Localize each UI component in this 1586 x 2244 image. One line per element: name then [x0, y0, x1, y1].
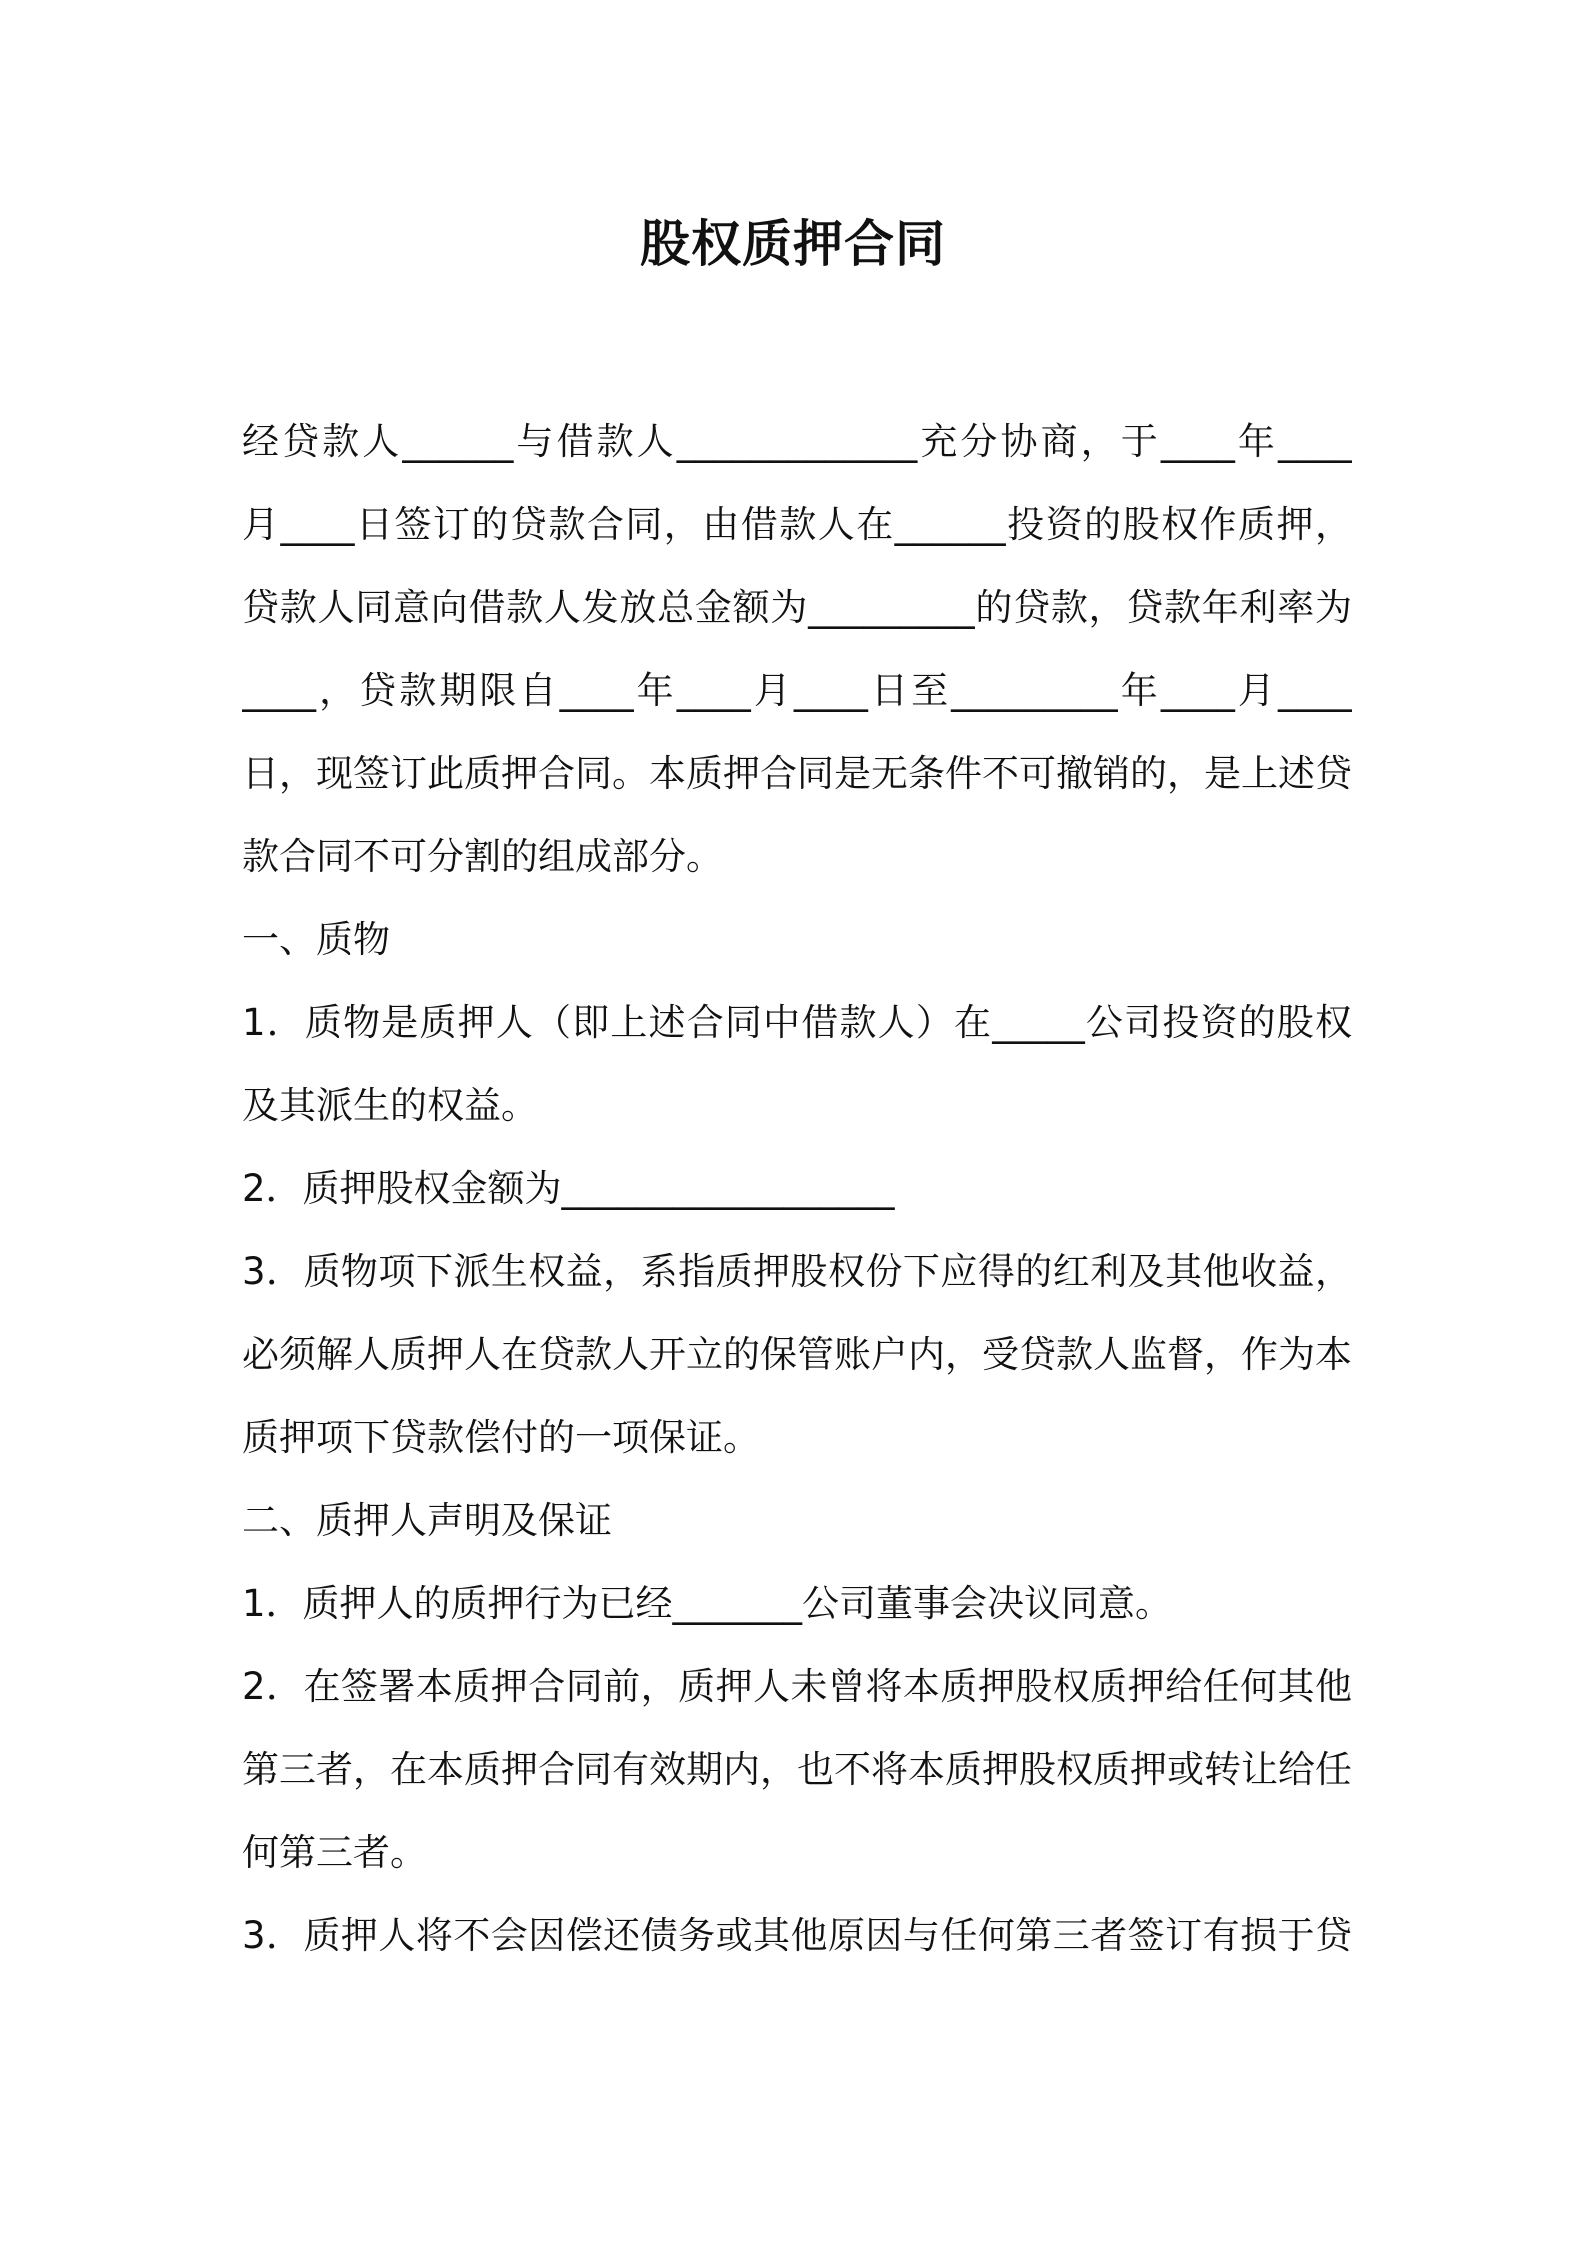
- body-line: 贷款人同意向借款人发放总金额为_________的贷款，贷款年利率为: [242, 586, 1352, 629]
- body-line: 款合同不可分割的组成部分。: [242, 835, 723, 878]
- body-line: 3．质物项下派生权益，系指质押股权份下应得的红利及其他收益，: [242, 1250, 1352, 1293]
- body-line: 1．质物是质押人（即上述合同中借款人）在_____公司投资的股权: [242, 1001, 1352, 1044]
- body-line: 及其派生的权益。: [242, 1084, 538, 1127]
- body-line: 第三者，在本质押合同有效期内，也不将本质押股权质押或转让给任: [242, 1748, 1352, 1791]
- body-line: ____，贷款期限自____年____月____日至_________年____月____: [242, 669, 1352, 712]
- body-line: 1．质押人的质押行为已经_______公司董事会决议同意。: [242, 1582, 1173, 1625]
- body-line: 2．在签署本质押合同前，质押人未曾将本质押股权质押给任何其他: [242, 1665, 1352, 1708]
- body-line: 经贷款人______与借款人_____________充分协商，于____年____: [242, 420, 1352, 463]
- document-body: [242, 400, 1352, 1977]
- body-line: 3．质押人将不会因偿还债务或其他原因与任何第三者签订有损于贷: [242, 1914, 1352, 1957]
- body-line: 何第三者。: [242, 1831, 427, 1874]
- body-line: 日，现签订此质押合同。本质押合同是无条件不可撤销的，是上述贷: [242, 752, 1352, 795]
- body-line: 必须解人质押人在贷款人开立的保管账户内，受贷款人监督，作为本: [242, 1333, 1352, 1376]
- body-line: 2．质押股权金额为__________________: [242, 1167, 895, 1210]
- section-heading: 一、质物: [242, 918, 390, 961]
- document-title: 股权质押合同: [640, 215, 946, 273]
- section-heading: 二、质押人声明及保证: [242, 1499, 612, 1542]
- body-line: 质押项下贷款偿付的一项保证。: [242, 1416, 760, 1459]
- body-line: 月____日签订的贷款合同，由借款人在______投资的股权作质押，: [242, 503, 1352, 546]
